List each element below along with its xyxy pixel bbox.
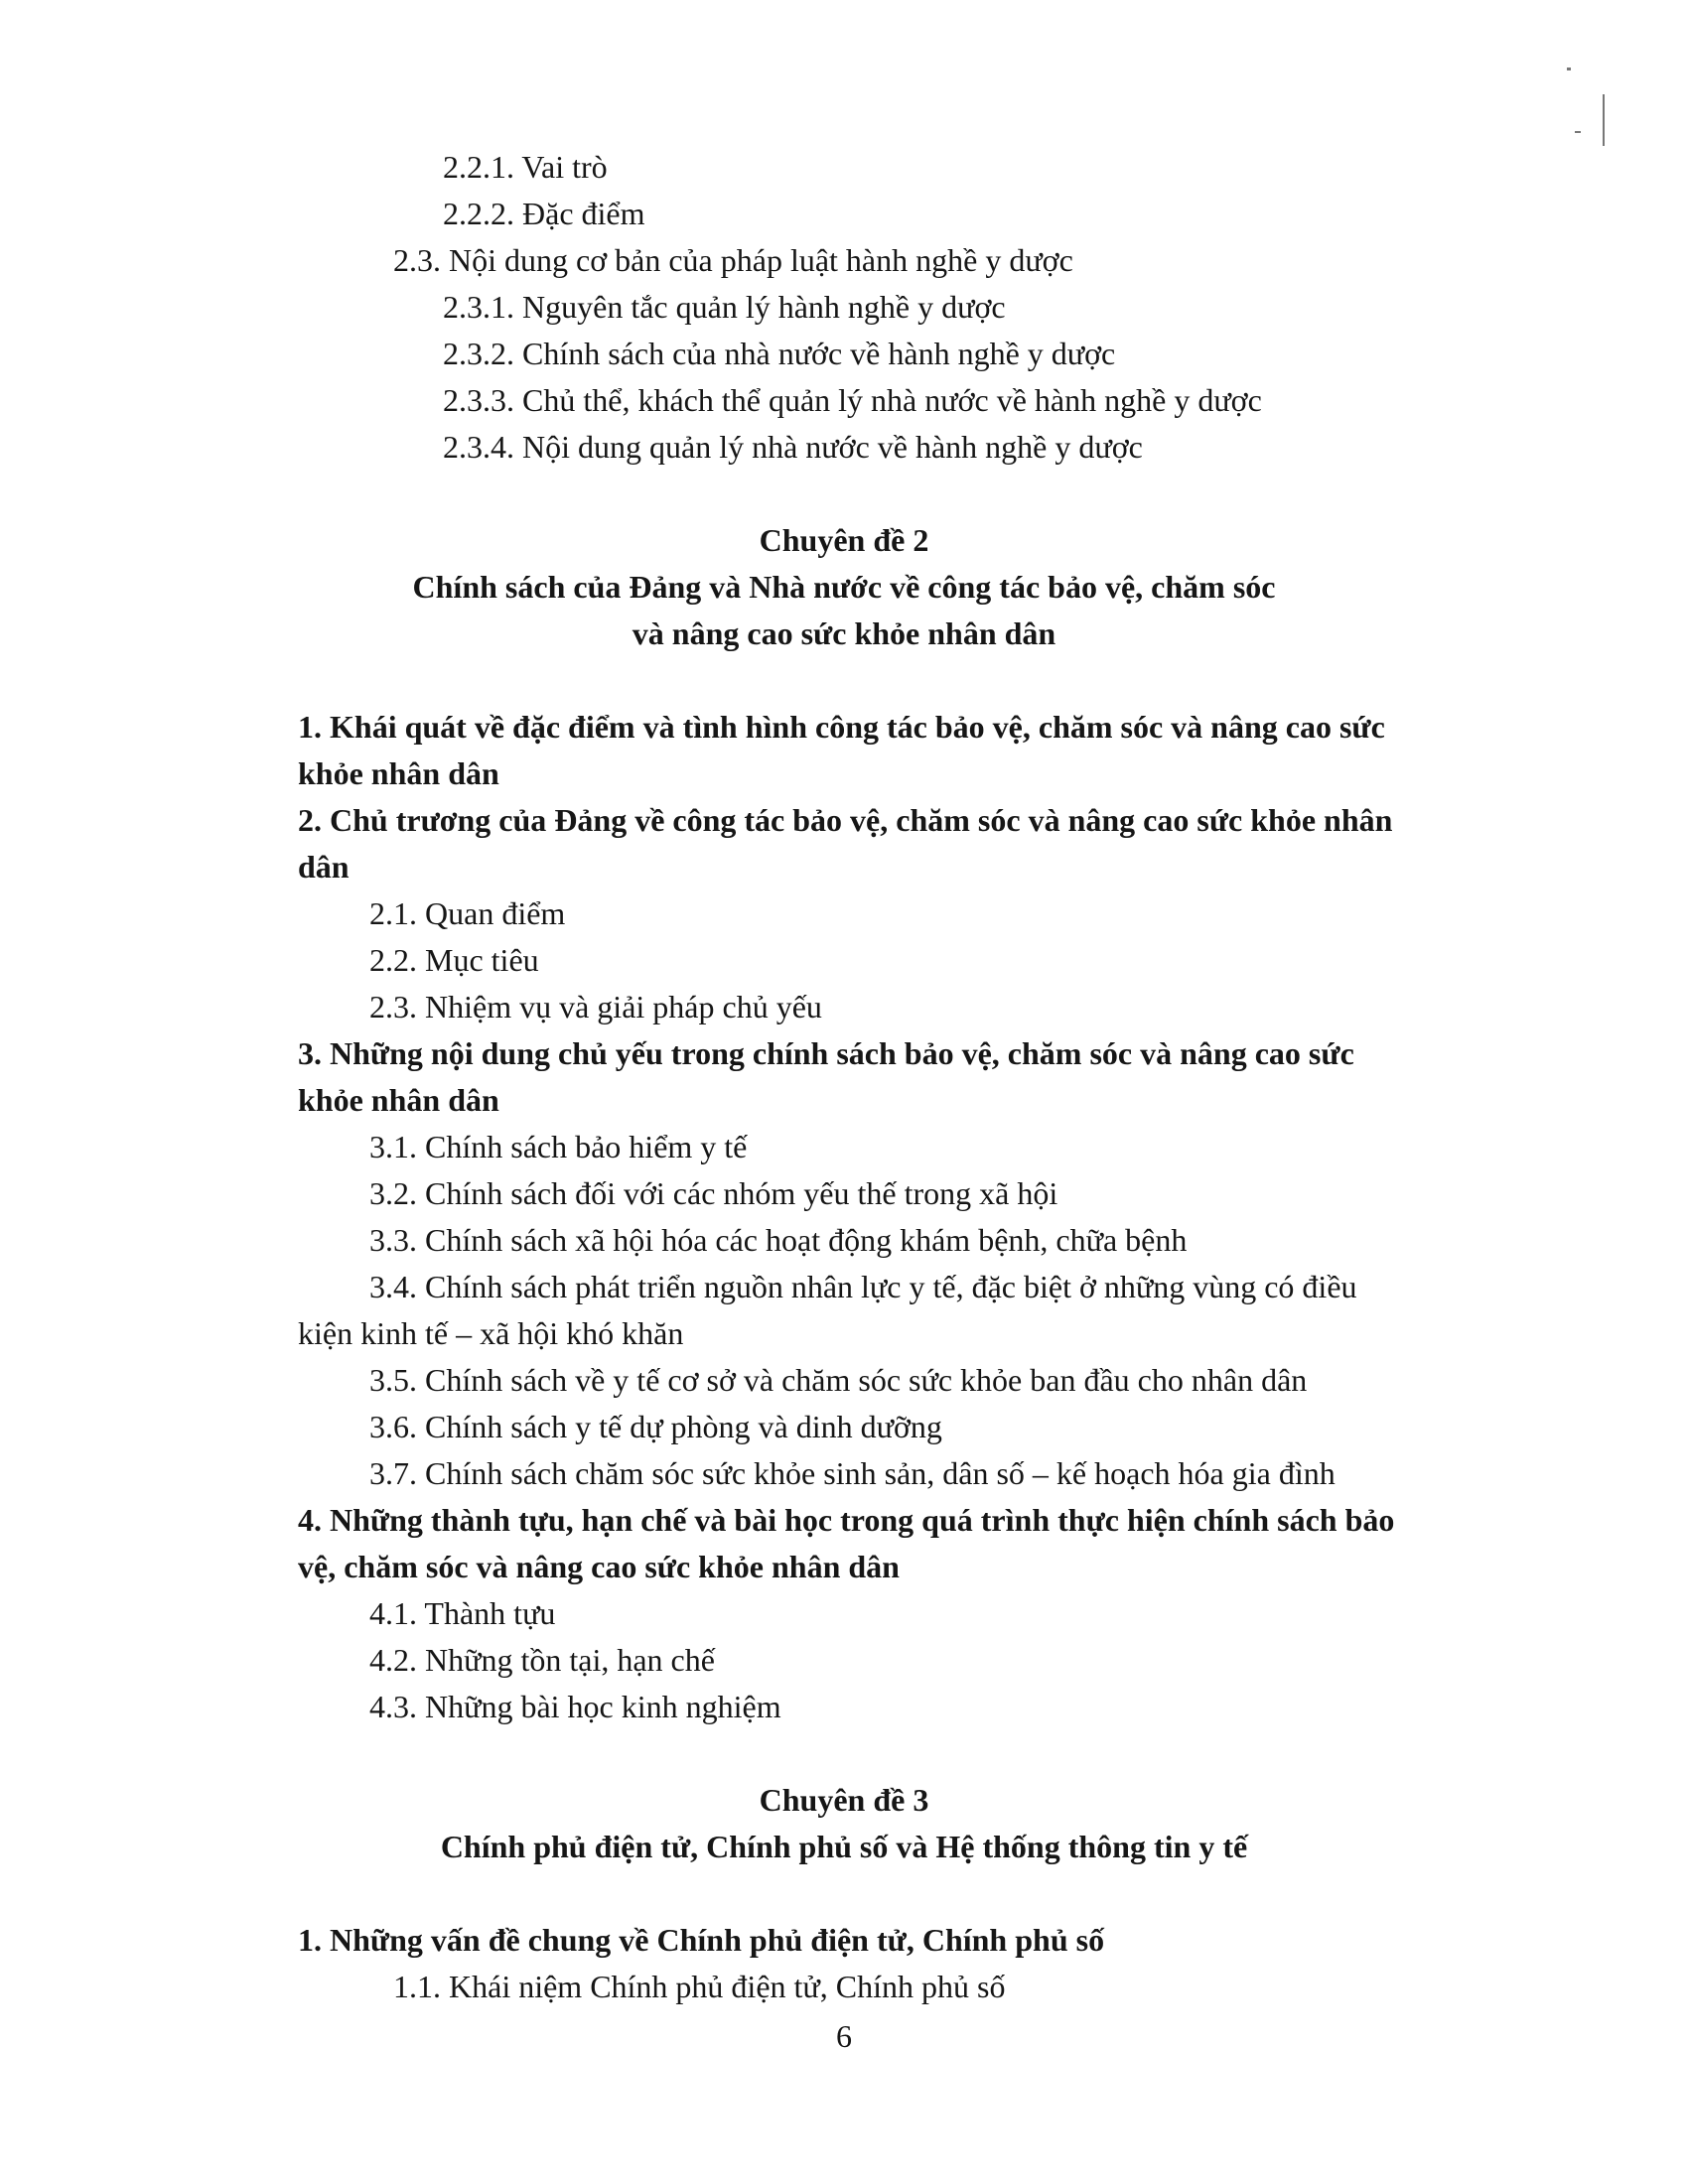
toc-item: 1.1. Khái niệm Chính phủ điện tử, Chính phủ số [393,1969,1006,2004]
toc-item: 2.3.1. Nguyên tắc quản lý hành nghề y dược [443,289,1006,325]
toc-item: 4.3. Những bài học kinh nghiệm [369,1689,781,1724]
toc-item: 3.6. Chính sách y tế dự phòng và dinh dưỡng [369,1409,942,1444]
toc-item: 3.4. Chính sách phát triển nguồn nhân lực y tế, đặc biệt ở những vùng có điều [369,1269,1357,1304]
section-heading: 4. Những thành tựu, hạn chế và bài học trong quá trình thực hiện chính sách bảo [298,1502,1395,1538]
toc-item: 2.1. Quan điểm [369,895,566,931]
toc-item: 2.3.4. Nội dung quản lý nhà nước về hành nghề y dược [443,429,1143,465]
toc-item: 3.3. Chính sách xã hội hóa các hoạt động khám bệnh, chữa bệnh [369,1222,1188,1258]
scan-mark [1603,94,1605,146]
toc-item: 2.3. Nội dung cơ bản của pháp luật hành nghề y dược [393,242,1073,278]
toc-item: 2.3. Nhiệm vụ và giải pháp chủ yếu [369,989,822,1024]
scan-mark [1575,131,1581,133]
scan-mark [1567,68,1571,70]
section-heading: khỏe nhân dân [298,1082,499,1118]
toc-item: 3.5. Chính sách về y tế cơ sở và chăm sóc sức khỏe ban đầu cho nhân dân [369,1362,1308,1398]
toc-item: 3.1. Chính sách bảo hiểm y tế [369,1129,748,1164]
topic-title: Chính sách của Đảng và Nhà nước về công tác bảo vệ, chăm sóc [412,569,1276,605]
toc-item: 3.7. Chính sách chăm sóc sức khỏe sinh sản, dân số – kế hoạch hóa gia đình [369,1455,1336,1491]
section-heading: 3. Những nội dung chủ yếu trong chính sách bảo vệ, chăm sóc và nâng cao sức [298,1035,1354,1071]
toc-item: 2.3.2. Chính sách của nhà nước về hành nghề y dược [443,336,1116,371]
section-heading: khỏe nhân dân [298,755,499,791]
toc-item: 2.3.3. Chủ thể, khách thể quản lý nhà nước về hành nghề y dược [443,382,1262,418]
topic-title: và nâng cao sức khỏe nhân dân [632,615,1056,651]
section-heading: dân [298,849,350,885]
toc-item: 3.2. Chính sách đối với các nhóm yếu thế trong xã hội [369,1175,1058,1211]
toc-item: kiện kinh tế – xã hội khó khăn [298,1315,684,1351]
section-heading: vệ, chăm sóc và nâng cao sức khỏe nhân dân [298,1549,900,1584]
page-number: 6 [836,2018,852,2054]
topic-heading: Chuyên đề 2 [759,522,929,558]
toc-item: 2.2.2. Đặc điểm [443,196,645,231]
toc-item: 4.2. Những tồn tại, hạn chế [369,1642,715,1678]
section-heading: 1. Khái quát về đặc điểm và tình hình công tác bảo vệ, chăm sóc và nâng cao sức [298,709,1385,745]
toc-item: 4.1. Thành tựu [369,1595,556,1631]
topic-heading: Chuyên đề 3 [759,1782,929,1818]
toc-item: 2.2.1. Vai trò [443,149,608,185]
topic-title: Chính phủ điện tử, Chính phủ số và Hệ thống thông tin y tế [440,1829,1248,1864]
section-heading: 2. Chủ trương của Đảng về công tác bảo vệ, chăm sóc và nâng cao sức khỏe nhân [298,802,1393,838]
section-heading: 1. Những vấn đề chung về Chính phủ điện tử, Chính phủ số [298,1922,1105,1958]
toc-item: 2.2. Mục tiêu [369,942,539,978]
